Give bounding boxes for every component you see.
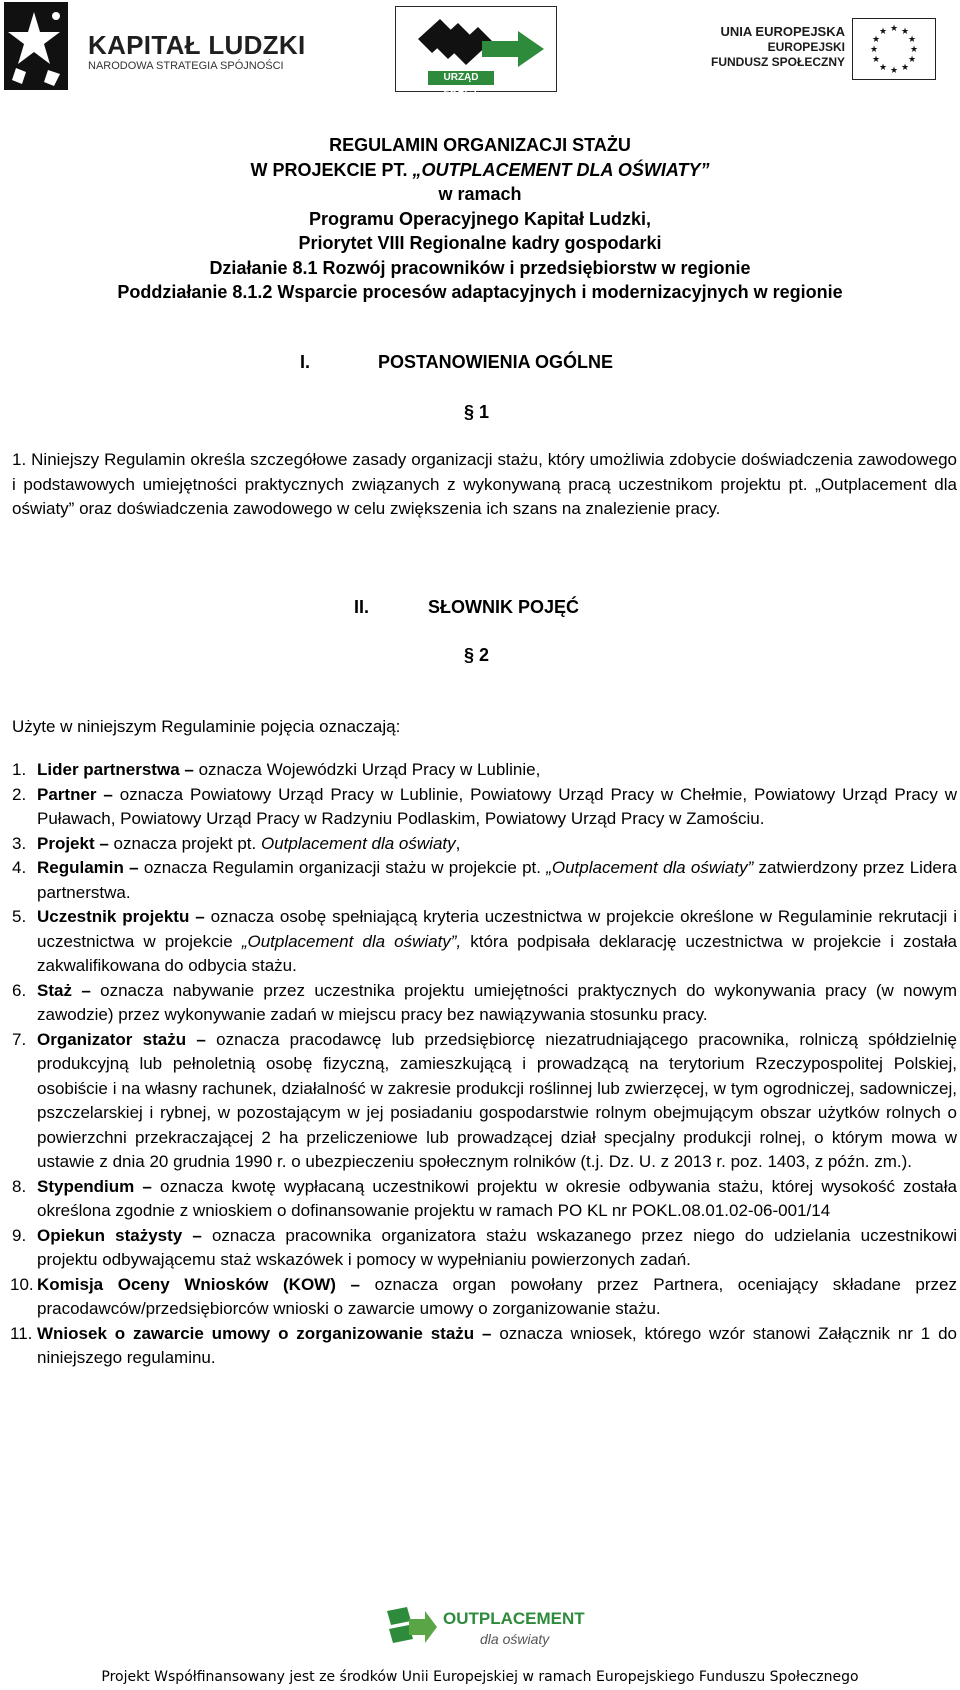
svg-text:★: ★ xyxy=(909,45,919,55)
definition-italic: „Outplacement dla oświaty” xyxy=(546,858,754,877)
title-line-7: Poddziałanie 8.1.2 Wsparcie procesów adaptacyjnych i modernizacyjnych w regionie xyxy=(117,282,843,302)
definition-term: Opiekun stażysty xyxy=(37,1225,183,1245)
definition-text: oznacza kwotę wypłacaną uczestnikowi projektu w okresie odbywania stażu, której wysokość została określona zgodnie z wnioskiem o dofinansowanie projektu w ramach PO KL nr POKL.08.01.02-06-001/14 xyxy=(37,1176,957,1220)
definition-item xyxy=(12,1322,957,1371)
definition-item xyxy=(12,1175,957,1224)
title-line-3: w ramach xyxy=(438,184,522,204)
outplacement-logo-title: OUTPLACEMENT xyxy=(443,1609,585,1628)
definition-text: oznacza nabywanie przez uczestnika projektu umiejętności praktycznych do wykonywania pracy (w nowym zawodzie) przez wykonywanie zadań w miejscu pracy bez nawiązywania stosunku pracy. xyxy=(37,980,957,1024)
definition-term: Uczestnik projektu xyxy=(37,907,190,926)
title-line-5: Priorytet VIII Regionalne kadry gospodarki xyxy=(298,233,662,253)
outplacement-arrow-icon xyxy=(385,1605,437,1653)
definition-after: która podpisała deklarację uczestnictwa w projekcie i została zakwalifikowana do odbycia stażu. xyxy=(37,931,957,975)
definition-dash: – xyxy=(179,760,199,779)
definition-dash: – xyxy=(189,907,211,926)
svg-text:★: ★ xyxy=(907,55,917,65)
definition-item xyxy=(12,758,957,783)
section-2-heading: SŁOWNIK POJĘĆ xyxy=(428,597,580,617)
definition-dash: – xyxy=(123,858,144,877)
section-2-numeral: II. xyxy=(354,597,370,617)
definition-dash: – xyxy=(94,833,114,853)
eu-logo xyxy=(700,18,940,80)
svg-text:★: ★ xyxy=(871,55,881,65)
definition-italic: „Outplacement dla oświaty”, xyxy=(241,931,462,951)
svg-text:★: ★ xyxy=(900,27,910,37)
svg-text:★: ★ xyxy=(907,35,917,45)
footer-note: Projekt Współfinansowany jest ze środków Unii Europejskiej w ramach Europejskiego Funduszu Społecznego xyxy=(101,1669,859,1685)
kapital-ludzki-title: KAPITAŁ LUDZKI xyxy=(88,30,306,60)
definition-term: Stypendium xyxy=(37,1176,135,1196)
definition-text: oznacza pracodawcę lub przedsiębiorcę niezatrudniającego pracownika, rolniczą spółdzielnię produkcyjną lub pełnoletnią osobę fizyczną, zamieszkującą i prowadzącą na terytorium Rzeczypospolitej Polskiej, osobiście i na własny rachunek, działalność w zakresie produkcji roślinnej lub zwierzęcej, w tym ogrodniczej, sadowniczej, pszczelarskiej i rybnej, w pozostającym w jej posiadaniu gospodarstwie rolnym obejmującym obszar użytków rolnych o powierzchni przekraczającej 2 ha przeliczeniowe lub prowadzącej dział specjalny produkcji rolnej, o którym mowa w ustawie z dnia 20 grudnia 1990 r. o ubezpieczeniu społecznym rolników (t.j. Dz. U. z 2013 r. poz. 1403, z późn. zm.). xyxy=(37,1029,957,1171)
definition-text: oznacza organ powołany przez Partnera, oceniający składane przez pracodawców/przedsiębiorców wnioski o zawarcie umowy o zorganizowanie stażu. xyxy=(37,1274,957,1318)
definition-number: 2. xyxy=(12,784,27,804)
section-1-heading: POSTANOWIENIA OGÓLNE xyxy=(378,352,614,372)
definition-item xyxy=(12,905,957,979)
definition-italic: Outplacement dla oświaty xyxy=(260,833,456,853)
definition-number: 5. xyxy=(12,907,27,926)
urzad-pracy-label: URZĄD PRACY xyxy=(428,71,494,85)
definition-item xyxy=(12,856,957,905)
kapital-ludzki-star-icon xyxy=(4,2,68,90)
definition-number: 7. xyxy=(12,1029,27,1049)
kapital-ludzki-logo xyxy=(4,2,304,90)
definition-term: Organizator stażu xyxy=(37,1029,187,1049)
outplacement-logo xyxy=(385,1605,585,1655)
svg-text:★: ★ xyxy=(900,63,910,73)
definition-term: Wniosek o zawarcie umowy o zorganizowanie stażu xyxy=(37,1323,475,1343)
definition-term: Projekt xyxy=(37,833,95,853)
definition-item xyxy=(12,832,957,857)
definition-number: 8. xyxy=(12,1176,27,1196)
definition-text: oznacza wniosek, którego wzór stanowi Załącznik nr 1 do niniejszego regulaminu. xyxy=(37,1323,957,1367)
section-1-item xyxy=(12,448,957,522)
definition-number: 9. xyxy=(12,1225,27,1245)
section-1-item-text: Niniejszy Regulamin określa szczegółowe zasady organizacji stażu, który umożliwia zdobycie doświadczenia zawodowego i podstawowych umiejętności praktycznych związanych z wykonywaną pracą uczestnikom projektu pt. „Outplacement dla oświaty” oraz doświadczenia zawodowego w celu zwiększenia ich szans na znalezienie pracy. xyxy=(12,450,957,519)
definition-number: 1. xyxy=(12,760,27,779)
kapital-ludzki-subtitle: NARODOWA STRATEGIA SPÓJNOŚCI xyxy=(88,60,284,72)
definition-text: oznacza pracownika organizatora stażu wskazanego przez niego do udzielania uczestnikowi projektu odbywającemu staż wskazówek i pomocy w wypełnianiu powierzonych zadań. xyxy=(37,1225,957,1269)
title-line-1: REGULAMIN ORGANIZACJI STAŻU xyxy=(329,135,631,155)
document-title xyxy=(40,133,920,305)
definition-item xyxy=(12,783,957,832)
definition-item xyxy=(12,1224,957,1273)
header xyxy=(0,0,960,100)
definition-term: Partner xyxy=(37,784,97,804)
svg-text:★: ★ xyxy=(871,35,881,45)
definition-dash: – xyxy=(134,1176,160,1196)
svg-text:★: ★ xyxy=(889,24,899,34)
definition-after: zatwierdzony przez Lidera partnerstwa. xyxy=(37,858,957,902)
outplacement-logo-subtitle: dla oświaty xyxy=(480,1631,550,1647)
definition-term: Komisja Oceny Wniosków (KOW) xyxy=(37,1274,336,1294)
section-1-item-number: 1. xyxy=(12,450,27,469)
definition-number: 6. xyxy=(12,980,27,1000)
definition-number: 11. xyxy=(10,1323,33,1343)
svg-text:★: ★ xyxy=(878,27,888,37)
definitions-list xyxy=(12,758,957,1371)
svg-text:★: ★ xyxy=(889,66,899,76)
definition-item xyxy=(12,979,957,1028)
definition-dash: – xyxy=(335,1274,375,1294)
title-line-2-prefix: W PROJEKCIE PT. xyxy=(250,159,413,180)
title-line-6: Działanie 8.1 Rozwój pracowników i przedsiębiorstw w regionie xyxy=(209,257,751,278)
urzad-pracy-cards-icon xyxy=(400,11,550,71)
definition-text: oznacza Wojewódzki Urząd Pracy w Lublinie, xyxy=(198,760,541,779)
section-2-paragraph-mark: § 2 xyxy=(464,645,490,665)
definition-text: oznacza projekt pt. xyxy=(113,833,261,853)
definition-number: 4. xyxy=(12,858,27,877)
definition-text: oznacza Powiatowy Urząd Pracy w Lublinie, Powiatowy Urząd Pracy w Chełmie, Powiatowy Urząd Pracy w Puławach, Powiatowy Urząd Pracy w Radzyniu Podlaskim, Powiatowy Urząd Pracy w Zamościu. xyxy=(37,784,957,828)
definition-number: 10. xyxy=(10,1274,34,1294)
svg-text:★: ★ xyxy=(878,63,888,73)
definition-dash: – xyxy=(186,1029,217,1049)
eu-logo-line3: FUNDUSZ SPOŁECZNY xyxy=(710,55,845,69)
title-line-2-project: „OUTPLACEMENT DLA OŚWIATY” xyxy=(412,159,710,180)
definition-dash: – xyxy=(96,784,120,804)
section-1-numeral: I. xyxy=(300,352,311,372)
definition-dash: – xyxy=(182,1225,212,1245)
eu-flag-icon xyxy=(852,18,936,80)
definition-dash: – xyxy=(71,980,101,1000)
eu-logo-line2: EUROPEJSKI xyxy=(767,40,845,54)
definition-number: 3. xyxy=(12,833,27,853)
title-line-2 xyxy=(40,158,920,183)
definition-item xyxy=(12,1273,957,1322)
title-line-4: Programu Operacyjnego Kapitał Ludzki, xyxy=(308,208,652,229)
eu-logo-line1: UNIA EUROPEJSKA xyxy=(720,24,845,39)
definition-text: oznacza osobę spełniającą kryteria uczestnictwa w projekcie określone w Regulaminie rekrutacji i uczestnictwa w projekcie xyxy=(37,907,957,951)
section-1-paragraph-mark: § 1 xyxy=(464,402,490,422)
definition-term: Regulamin xyxy=(37,858,124,877)
definition-text: oznacza Regulamin organizacji stażu w projekcie pt. xyxy=(143,858,547,877)
eu-logo-text xyxy=(700,24,845,70)
svg-text:★: ★ xyxy=(869,45,879,55)
definition-item xyxy=(12,1028,957,1175)
definition-term: Staż xyxy=(37,980,72,1000)
definition-dash: – xyxy=(474,1323,500,1343)
definitions-intro: Użyte w niniejszym Regulaminie pojęcia oznaczają: xyxy=(12,717,401,736)
definition-after: , xyxy=(455,833,461,853)
definition-term: Lider partnerstwa xyxy=(37,760,180,779)
urzad-pracy-logo xyxy=(395,6,557,97)
